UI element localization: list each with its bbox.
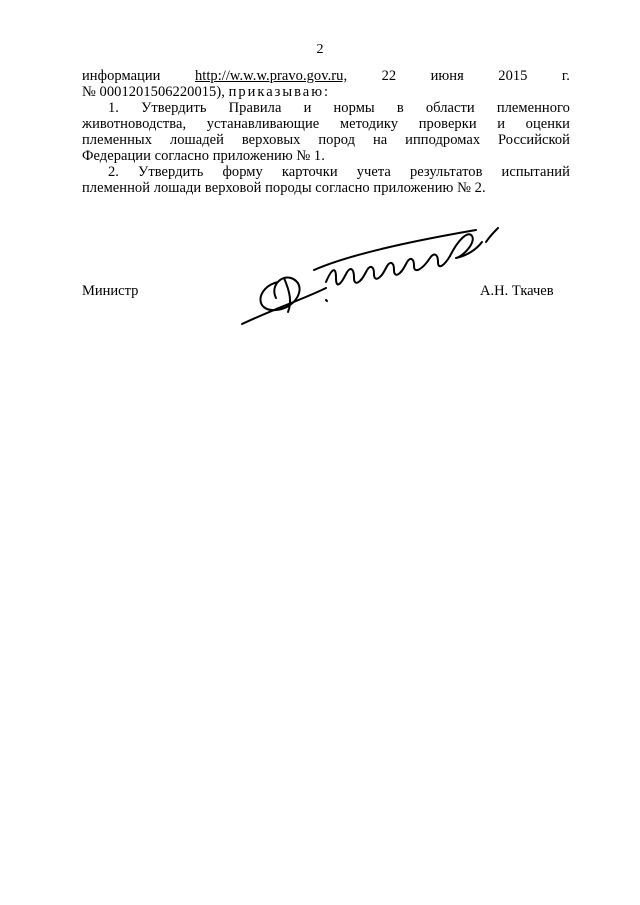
item2-word: испытаний bbox=[501, 164, 570, 180]
date-year: 2015 bbox=[498, 68, 528, 84]
item1-word: пород bbox=[318, 132, 356, 148]
date-day: 22 bbox=[381, 68, 397, 84]
order-word: приказываю: bbox=[228, 84, 331, 100]
intro-line-2 bbox=[82, 84, 570, 100]
item1-word: ипподромах bbox=[405, 132, 481, 148]
item1-word: области bbox=[425, 100, 475, 116]
item1-word: лошадей bbox=[169, 132, 224, 148]
page-number: 2 bbox=[316, 42, 324, 57]
item1-word: и bbox=[497, 116, 506, 132]
intro-word: информации bbox=[82, 68, 161, 84]
item1-word: племенных bbox=[82, 132, 153, 148]
signer-name: А.Н. Ткачев bbox=[480, 283, 554, 299]
item2-word: учета bbox=[356, 164, 391, 180]
item1-word: Правила bbox=[228, 100, 282, 116]
item1-word: на bbox=[372, 132, 388, 148]
item1-line-4: Федерации согласно приложению № 1. bbox=[82, 148, 325, 164]
item1-word: нормы bbox=[333, 100, 375, 116]
source-url-link[interactable]: http://w.w.w.pravo.gov.ru, bbox=[194, 68, 348, 84]
item1-word: верховых bbox=[241, 132, 301, 148]
item1-word: и bbox=[303, 100, 312, 116]
item2-word: Утвердить bbox=[138, 164, 204, 180]
date-abbr: г. bbox=[561, 68, 570, 84]
item1-line-3 bbox=[82, 132, 570, 148]
item1-line-2 bbox=[82, 116, 570, 132]
item2-word: карточки bbox=[281, 164, 338, 180]
handwritten-signature bbox=[236, 212, 516, 342]
intro-line-1 bbox=[82, 68, 570, 84]
item2-line-1 bbox=[82, 164, 570, 180]
signer-title: Министр bbox=[82, 283, 139, 299]
document-body bbox=[82, 68, 570, 196]
date-month: июня bbox=[430, 68, 464, 84]
publication-number: № 0001201506220015), bbox=[82, 84, 225, 100]
item1-word: Российской bbox=[498, 132, 570, 148]
item1-word: методику bbox=[339, 116, 399, 132]
item1-word: Утвердить bbox=[141, 100, 207, 116]
item1-word: устанавливающие bbox=[206, 116, 320, 132]
item1-line-1 bbox=[82, 100, 570, 116]
item2-word: результатов bbox=[409, 164, 483, 180]
item1-word: племенного bbox=[496, 100, 570, 116]
item1-word: оценки bbox=[525, 116, 570, 132]
item2-word: 2. bbox=[108, 164, 119, 180]
item1-word: проверки bbox=[418, 116, 477, 132]
item1-word: 1. bbox=[108, 100, 119, 116]
item1-word: в bbox=[396, 100, 404, 116]
item2-line-2: племенной лошади верховой породы согласно приложению № 2. bbox=[82, 180, 486, 196]
item2-word: форму bbox=[222, 164, 263, 180]
item1-word: животноводства, bbox=[82, 116, 187, 132]
